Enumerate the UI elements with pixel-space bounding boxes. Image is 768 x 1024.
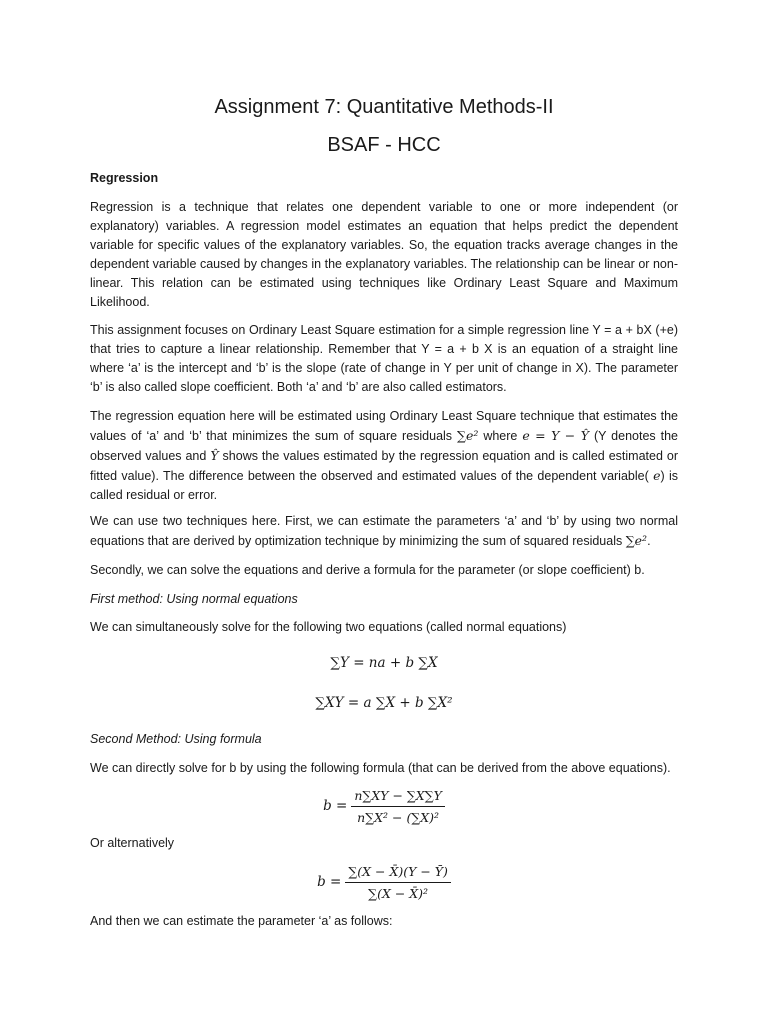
sum-e-squared-2: ∑e² (625, 533, 648, 548)
slope-fraction-2 (345, 863, 451, 902)
slope-formula-2: b = $\frac{\sum(X - X̄)(Y - Ȳ)}{\text{∑(X − X̄)²}}$ (90, 863, 678, 902)
paragraph-ols-focus: This assignment focuses on Ordinary Least Square estimation for a simple regression line Y = a + bX (+e) that tries to capture a linear relationship. Remember that Y = a + b X is an equation of a straight line where ‘a’ is the intercept and ‘b’ is the slope (rate of change in Y per unit of change in X). The parameter ‘b’ is also called slope coefficient. Both ‘a’ and ‘b’ are also called estimators. (90, 323, 678, 394)
normal-equation-1: ∑Y = na + b ∑X (330, 655, 438, 671)
sum-e-squared: ∑e² (457, 428, 479, 443)
page-subtitle: BSAF - HCC (327, 134, 441, 156)
slope-formula-1: b = $\frac{n\sum XY - \sum X\sum Y}{\text{n∑X² − (∑X)²}}$ (90, 787, 678, 826)
or-alternatively-label: Or alternatively (90, 836, 175, 850)
method-one-label: First method: Using normal equations (90, 592, 298, 606)
paragraph-second-approach: Secondly, we can solve the equations and derive a formula for the parameter (or slope coefficient) b. (90, 563, 645, 577)
numerator: n∑XY − ∑X∑Y (351, 787, 445, 807)
page-title: Assignment 7: Quantitative Methods-II (214, 96, 554, 118)
e-symbol: e (653, 468, 661, 483)
denominator: ∑(X − X̄)² (368, 886, 429, 901)
paragraph-formula-intro: We can directly solve for b by using the following formula (that can be derived from the above equations). (90, 761, 671, 775)
slope-fraction-1 (351, 787, 445, 826)
paragraph-ols-technique: The regression equation here will be estimated using Ordinary Least Square technique that estimates the values of ‘a’ and ‘b’ that minimizes the sum of square residuals ∑e² where e = Y − Ŷ (Y denotes the observed values and Ŷ shows the values estimated by the regression equation and is called estimated or fitted value). The difference between the observed and estimated values of the dependent variable( e) is called residual or error. (90, 409, 678, 502)
residual-definition: e = Y − Ŷ (522, 428, 589, 443)
method-two-label: Second Method: Using formula (90, 732, 262, 746)
paragraph-regression-intro: Regression is a technique that relates one dependent variable to one or more independent (or explanatory) variables. A regression model estimates an equation that helps predict the dependent variable for specific values of the explanatory variables. So, the equation tracks average changes in the dependent variable caused by changes in the explanatory variables. The relationship can be linear or non-linear. This relation can be estimated using techniques like Ordinary Least Square and Maximum Likelihood. (90, 200, 678, 309)
numerator: ∑(X − X̄)(Y − Ȳ) (345, 863, 451, 883)
paragraph-two-techniques: We can use two techniques here. First, we can estimate the parameters ‘a’ and ‘b’ by using two normal equations that are derived by optimization technique by minimizing the sum of squared residuals ∑e². (90, 514, 678, 548)
section-heading: Regression (90, 171, 159, 185)
paragraph-normal-equations: We can simultaneously solve for the following two equations (called normal equations) (90, 620, 567, 634)
y-hat-symbol: Ŷ (210, 448, 219, 463)
denominator: n∑X² − (∑X)² (357, 810, 440, 825)
paragraph-estimate-a: And then we can estimate the parameter ‘a’ as follows: (90, 914, 393, 928)
normal-equation-2: ∑XY = a ∑X + b ∑X² (315, 695, 453, 711)
